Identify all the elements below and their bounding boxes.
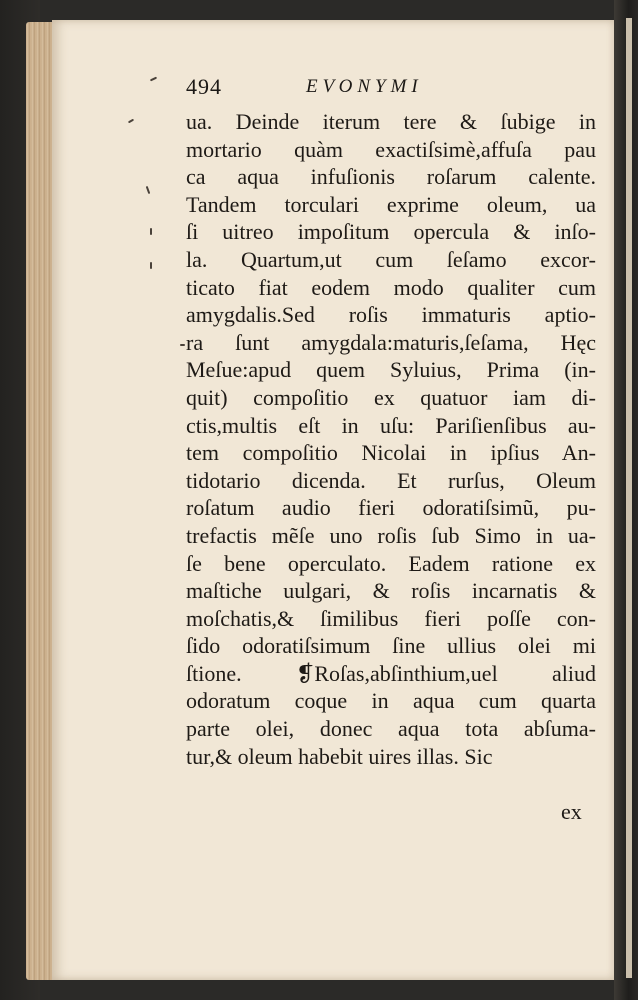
text-line: quit) compoſitio ex quatuor iam di- [186,384,596,410]
margin-mark [150,228,152,235]
text-line: ca aqua infuſionis roſarum calente. [186,164,596,190]
text-block [186,108,596,770]
text-line: mortario quàm exactiſsimè,affuſa pau [186,136,596,162]
margin-mark [150,262,152,269]
text-line: Tandem torculari exprime oleum, ua [186,191,596,217]
text-line: maſtiche uulgari, & roſis incarnatis & [186,578,596,604]
text-line: ſi uitreo impoſitum opercula & inſo- [186,219,596,245]
running-head: EVONYMI [306,76,423,97]
facing-page-edge [626,18,632,978]
text-line: ſe bene operculato. Eadem ratione ex [186,550,596,576]
text-line: ſido odoratiſsimum ſine ullius olei mi [186,633,596,659]
text-line: amygdalis.Sed roſis immaturis aptio- [186,302,596,328]
text-line: ra ſunt amygdala:maturis,ſeſama, Hęc [186,329,596,355]
text-line: ctis,multis eſt in uſu: Pariſienſibus au- [186,412,596,438]
text-line: ticato fiat eodem modo qualiter cum [186,274,596,300]
text-line: odoratum coque in aqua cum quarta [186,688,596,714]
margin-mark [180,344,185,346]
text-line: roſatum audio fieri odoratiſsimũ, pu- [186,495,596,521]
text-line: tur,& oleum habebit uires illas. Sic [186,743,493,769]
catchword: ex [561,799,582,824]
text-line: trefactis mẽſe uno roſis ſub Simo in ua- [186,522,596,548]
text-line: tidotario dicenda. Et rurſus, Oleum [186,467,596,493]
text-line: la. Quartum,ut cum ſeſamo excor- [186,246,596,272]
page-number: 494 [186,74,222,99]
text-line: parte olei, donec aqua tota abſuma- [186,716,596,742]
text-line: tem compoſitio Nicolai in ipſius An- [186,440,596,466]
text-line: ua. Deinde iterum tere & ſubige in [186,109,596,134]
text-line: ſtione. ❡Roſas,abſinthium,uel aliud [186,660,596,686]
page-header [186,74,486,106]
text-line: moſchatis,& ſimilibus fieri poſſe con- [186,605,596,631]
text-line: Meſue:apud quem Syluius, Prima (in- [186,357,596,383]
